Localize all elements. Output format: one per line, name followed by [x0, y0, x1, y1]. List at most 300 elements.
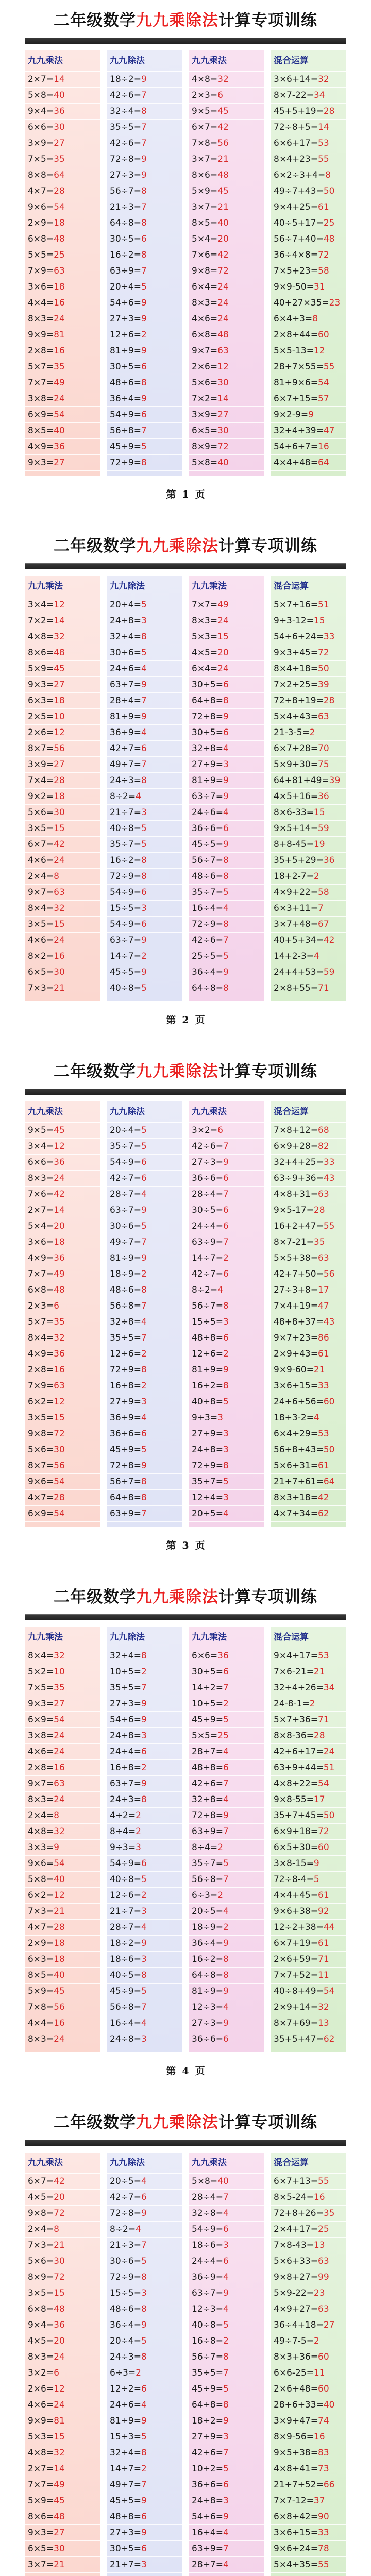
question-text: 81÷9=	[110, 711, 141, 722]
question-text: 63÷9=	[110, 1509, 141, 1519]
title-suffix: 计算专项训练	[218, 2113, 317, 2132]
question-text: 8×8-36=	[274, 1731, 314, 1741]
question-text: 56÷7=	[192, 2352, 223, 2362]
question-text: 6×4÷3=	[274, 314, 313, 324]
exercise-grid	[25, 576, 346, 1001]
answer-text: 60	[318, 2352, 329, 2362]
question-text: 6×9+18=	[274, 1826, 318, 1837]
answer-text: 24	[54, 314, 65, 324]
exercise-item	[25, 1362, 100, 1378]
question-text: 64÷8=	[192, 696, 223, 706]
exercise-item	[25, 2222, 100, 2238]
question-text: 20÷5=	[192, 1509, 223, 1519]
answer-text: 18	[54, 791, 65, 802]
answer-text: 24	[54, 1173, 65, 1183]
answer-text: 15	[54, 823, 65, 834]
answer-text: 7	[141, 122, 147, 132]
answer-text: 30	[54, 2544, 65, 2554]
exercise-item	[25, 2031, 100, 2047]
answer-text: 9	[141, 680, 147, 690]
column-header: 九九乘法	[189, 1101, 264, 1123]
exercise-item	[25, 1872, 100, 1888]
exercise-item	[25, 407, 100, 423]
question-text: 6×7+13=	[274, 2176, 318, 2187]
exercise-item	[25, 88, 100, 104]
question-text: 28÷7=	[192, 1747, 223, 1757]
exercise-item	[271, 439, 346, 455]
answer-text: 14	[54, 2464, 65, 2474]
exercise-item	[25, 1410, 100, 1426]
question-text: 20÷4=	[110, 1125, 141, 1136]
exercise-column	[25, 1101, 100, 1527]
question-text: 21÷7=	[110, 1906, 141, 1917]
exercise-item	[189, 2493, 264, 2509]
question-text: 16÷2=	[110, 250, 141, 260]
question-text: 72÷8+5=	[274, 122, 318, 132]
answer-text: 2	[223, 1349, 229, 1359]
exercise-item	[271, 1330, 346, 1346]
exercise-item	[189, 263, 264, 279]
exercise-item	[25, 1346, 100, 1362]
answer-text: 54	[318, 378, 329, 388]
answer-text: 6	[141, 234, 147, 244]
question-text: 3×5=	[28, 1413, 54, 1423]
question-text: 2×9+43=	[274, 1349, 318, 1359]
question-text: 2×4=	[28, 1810, 54, 1821]
answer-text: 63	[54, 266, 65, 276]
exercise-item	[25, 2349, 100, 2365]
answer-text: 48	[54, 648, 65, 658]
answer-text: 4	[223, 2304, 229, 2314]
column-header: 混合运算	[271, 1101, 346, 1123]
exercise-item	[271, 1490, 346, 1506]
question-text: 3×6+14=	[274, 74, 318, 84]
question-text: 40÷8=	[110, 823, 141, 834]
exercise-item	[189, 1394, 264, 1410]
exercise-item	[107, 391, 182, 407]
answer-text: 8	[141, 2272, 147, 2282]
exercise-item	[25, 2285, 100, 2301]
exercise-item	[271, 1442, 346, 1458]
answer-text: 16	[313, 2432, 325, 2442]
answer-text: 21	[313, 1667, 325, 1677]
exercise-item	[107, 1968, 182, 1984]
answer-text: 5	[141, 1125, 147, 1136]
answer-text: 7	[141, 1237, 147, 1247]
answer-text: 4	[223, 2560, 229, 2570]
question-text: 56÷8=	[110, 1301, 141, 1311]
exercise-item	[189, 677, 264, 693]
question-text: 40÷8+49=	[274, 1986, 324, 1996]
answer-text: 2	[223, 2336, 229, 2346]
exercise-item	[189, 1999, 264, 2015]
question-text: 49÷7=	[110, 2480, 141, 2490]
question-text: 81÷9=	[192, 1365, 223, 1375]
question-text: 48+8+37=	[274, 1317, 324, 1327]
exercise-item	[25, 199, 100, 215]
answer-text: 9	[141, 1715, 147, 1725]
page-title	[25, 530, 346, 558]
answer-text: 71	[318, 1954, 329, 1964]
answer-text: 64	[323, 1477, 335, 1487]
answer-text: 36	[54, 1253, 65, 1263]
exercise-item	[25, 1792, 100, 1808]
answer-text: 2	[141, 330, 147, 340]
answer-text: 72	[217, 266, 229, 276]
question-text: 45÷9=	[192, 1715, 223, 1725]
question-text: 2×8=	[28, 1762, 54, 1773]
question-text: 6×2=	[28, 1890, 54, 1901]
exercise-item	[107, 1123, 182, 1139]
question-text: 8×3=	[28, 2352, 54, 2362]
answer-text: 8	[141, 1365, 147, 1375]
exercise-item	[271, 885, 346, 901]
answer-text: 7	[141, 266, 147, 276]
exercise-item	[189, 597, 264, 613]
exercise-item	[189, 439, 264, 455]
answer-text: 40	[54, 426, 65, 436]
answer-text: 27	[54, 1699, 65, 1709]
exercise-item	[189, 805, 264, 821]
question-text: 15÷5=	[192, 1317, 223, 1327]
exercise-column	[107, 1627, 182, 2052]
title-highlight: 九九乘除法	[136, 536, 218, 555]
answer-text: 6	[223, 1269, 229, 1279]
exercise-item	[271, 980, 346, 996]
answer-text: 6	[223, 823, 229, 834]
question-text: 21÷3=	[110, 2240, 141, 2250]
exercise-item	[189, 2190, 264, 2206]
exercise-item	[25, 2557, 100, 2573]
exercise-item	[25, 1266, 100, 1282]
column-header: 九九乘法	[25, 1627, 100, 1648]
answer-text: 5	[223, 1715, 229, 1725]
question-text: 8÷2=	[110, 2224, 136, 2234]
exercise-item	[25, 933, 100, 948]
answer-text: 40	[217, 218, 229, 228]
exercise-item	[271, 709, 346, 725]
exercise-item	[271, 1680, 346, 1696]
exercise-item	[189, 295, 264, 311]
question-text: 24÷3=	[110, 1794, 141, 1805]
exercise-item	[107, 741, 182, 757]
answer-text: 42	[54, 839, 65, 850]
exercise-item	[25, 311, 100, 327]
exercise-item	[271, 215, 346, 231]
answer-text: 23	[329, 298, 341, 308]
question-text: 4×5=	[28, 2192, 54, 2202]
question-text: 5×5=	[28, 250, 54, 260]
answer-text: 5	[223, 887, 229, 897]
question-text: 7×8+12=	[274, 1125, 318, 1136]
answer-text: 42	[318, 1493, 329, 1503]
page-label-before: 第	[166, 489, 176, 500]
answer-text: 16	[54, 298, 65, 308]
exercise-grid	[25, 1627, 346, 2052]
exercise-item	[271, 1474, 346, 1490]
exercise-item	[271, 2541, 346, 2557]
answer-text: 24	[54, 2400, 65, 2410]
answer-text: 3	[223, 1317, 229, 1327]
question-text: 5×7+36=	[274, 1715, 318, 1725]
answer-text: 9	[141, 314, 147, 324]
answer-text: 8	[141, 106, 147, 116]
question-text: 8×6-33=	[274, 807, 314, 818]
answer-text: 8	[141, 632, 147, 642]
answer-text: 8	[223, 2400, 229, 2410]
answer-text: 6	[141, 362, 147, 372]
question-text: 2×6=	[28, 2384, 54, 2394]
answer-text: 27	[54, 680, 65, 690]
question-text: 5×8=	[192, 457, 218, 468]
answer-text: 7	[141, 426, 147, 436]
answer-text: 3	[141, 616, 147, 626]
answer-text: 4	[141, 1189, 147, 1199]
question-text: 3×8=	[28, 394, 54, 404]
answer-text: 8	[312, 314, 318, 324]
exercise-item	[107, 1410, 182, 1426]
question-text: 16÷2=	[192, 1954, 223, 1964]
question-text: 81÷9=	[192, 1986, 223, 1996]
page-number-value: 2	[182, 1014, 189, 1026]
exercise-item	[25, 885, 100, 901]
answer-text: 24	[54, 2034, 65, 2044]
answer-text: 40	[217, 457, 229, 468]
title-underline-bar	[25, 38, 346, 44]
answer-text: 36	[54, 442, 65, 452]
answer-text: 8	[54, 871, 59, 882]
question-text: 2×9=	[28, 218, 54, 228]
question-text: 8×5=	[28, 1970, 54, 1980]
answer-text: 8	[223, 1954, 229, 1964]
exercise-item	[25, 391, 100, 407]
exercise-item	[107, 1984, 182, 1999]
question-text: 48÷6=	[110, 378, 141, 388]
question-text: 32÷8=	[110, 1317, 141, 1327]
answer-text: 71	[318, 1715, 329, 1725]
question-text: 18÷2=	[110, 1938, 141, 1948]
question-text: 8×3=	[28, 1794, 54, 1805]
exercise-item	[189, 1728, 264, 1744]
exercise-item	[107, 661, 182, 677]
answer-text: 7	[223, 2192, 229, 2202]
exercise-item	[271, 2238, 346, 2253]
question-text: 42+7+50=	[274, 1269, 324, 1279]
exercise-item	[25, 1250, 100, 1266]
question-text: 40÷8=	[192, 1397, 223, 1407]
question-text: 7×8=	[28, 2002, 54, 2012]
exercise-item	[107, 1458, 182, 1474]
exercise-item	[107, 2493, 182, 2509]
answer-text: 5	[141, 648, 147, 658]
answer-text: 54	[54, 202, 65, 212]
question-text: 28÷7=	[110, 1189, 141, 1199]
question-text: 12÷6=	[110, 1890, 141, 1901]
exercise-item	[271, 1218, 346, 1234]
exercise-item	[25, 709, 100, 725]
question-text: 8×6=	[28, 648, 54, 658]
exercise-item	[107, 439, 182, 455]
exercise-item	[189, 1250, 264, 1266]
question-text: 2×3=	[192, 90, 218, 100]
exercise-item	[189, 1920, 264, 1936]
exercise-item	[25, 327, 100, 343]
answer-text: 30	[54, 2256, 65, 2266]
question-text: 4×5=	[192, 648, 218, 658]
exercise-item	[107, 199, 182, 215]
title-prefix: 二年级数学	[54, 1587, 136, 1606]
exercise-item	[271, 2190, 346, 2206]
exercise-item	[25, 613, 100, 629]
question-text: 9×9-50=	[274, 282, 314, 292]
exercise-item	[107, 1824, 182, 1840]
question-text: 14+2-3=	[274, 951, 314, 961]
answer-text: 9	[141, 74, 147, 84]
answer-text: 24	[54, 1731, 65, 1741]
exercise-item	[271, 629, 346, 645]
question-text: 32+4+39=	[274, 426, 324, 436]
question-text: 48÷6=	[192, 871, 223, 882]
question-text: 8×2=	[28, 951, 54, 961]
exercise-item	[25, 2525, 100, 2541]
answer-text: 35	[323, 2208, 335, 2218]
exercise-item	[25, 1458, 100, 1474]
exercise-item	[271, 2557, 346, 2573]
answer-text: 24	[323, 1747, 335, 1757]
question-text: 3×3=	[28, 1842, 54, 1853]
answer-text: 24	[217, 314, 229, 324]
answer-text: 3	[223, 2496, 229, 2506]
exercise-item	[189, 279, 264, 295]
exercise-item	[25, 2333, 100, 2349]
exercise-item	[189, 359, 264, 375]
question-text: 6×8+42=	[274, 2512, 318, 2522]
answer-text: 44	[323, 1922, 335, 1933]
answer-text: 21	[54, 1906, 65, 1917]
column-header: 九九乘法	[25, 1101, 100, 1123]
answer-text: 14	[54, 616, 65, 626]
worksheet-page	[0, 1577, 371, 2097]
exercise-item	[271, 1952, 346, 1968]
exercise-item	[189, 1442, 264, 1458]
question-text: 9×8=	[28, 2208, 54, 2218]
question-text: 27÷9=	[110, 1397, 141, 1407]
answer-text: 48	[54, 2512, 65, 2522]
question-text: 5×5-13=	[274, 346, 314, 356]
exercise-item	[25, 629, 100, 645]
answer-text: 5	[141, 1874, 147, 1885]
question-text: 48÷8=	[110, 2512, 141, 2522]
answer-text: 6	[223, 2034, 229, 2044]
answer-text: 2	[141, 1349, 147, 1359]
column-header: 九九乘法	[189, 576, 264, 597]
answer-text: 70	[318, 743, 329, 754]
exercise-item	[271, 2413, 346, 2429]
exercise-column	[189, 2153, 264, 2576]
answer-text: 12	[54, 2384, 65, 2394]
question-text: 36÷6=	[192, 2034, 223, 2044]
answer-text: 30	[54, 967, 65, 977]
answer-text: 3	[141, 2560, 147, 2570]
question-text: 54÷9=	[110, 410, 141, 420]
question-text: 7×3=	[28, 983, 54, 993]
title-underline-bar	[25, 1089, 346, 1095]
question-text: 12÷6=	[110, 1349, 141, 1359]
answer-text: 9	[141, 154, 147, 164]
exercise-item	[271, 1378, 346, 1394]
question-text: 7×5=	[28, 154, 54, 164]
answer-text: 35	[54, 362, 65, 372]
exercise-item	[25, 183, 100, 199]
question-text: 2×5=	[28, 711, 54, 722]
answer-text: 8	[223, 1301, 229, 1311]
answer-text: 2	[313, 2336, 319, 2346]
answer-text: 5	[141, 1141, 147, 1151]
question-text: 63÷9=	[110, 266, 141, 276]
question-text: 3×8-15=	[274, 1858, 314, 1869]
exercise-item	[189, 2413, 264, 2429]
exercise-item	[189, 1904, 264, 1920]
exercise-item	[189, 375, 264, 391]
answer-text: 6	[223, 1173, 229, 1183]
answer-text: 9	[141, 298, 147, 308]
answer-text: 28	[313, 1731, 325, 1741]
question-text: 48÷8=	[192, 1333, 223, 1343]
exercise-item	[107, 375, 182, 391]
question-text: 54÷6+7=	[274, 442, 318, 452]
answer-text: 25	[54, 250, 65, 260]
answer-text: 20	[217, 648, 229, 658]
question-text: 36÷4=	[192, 1938, 223, 1948]
answer-text: 8	[325, 170, 331, 180]
question-text: 42÷6=	[192, 1778, 223, 1789]
question-text: 72÷8=	[110, 2208, 141, 2218]
exercise-item	[25, 869, 100, 885]
page-number-value: 3	[182, 1540, 189, 1551]
answer-text: 33	[318, 2528, 329, 2538]
exercise-item	[189, 1984, 264, 1999]
question-text: 14÷7=	[110, 951, 141, 961]
answer-text: 72	[54, 2272, 65, 2282]
exercise-column	[271, 2153, 346, 2576]
exercise-item	[271, 1394, 346, 1410]
question-text: 40+5+34=	[274, 935, 324, 945]
answer-text: 6	[141, 1157, 147, 1167]
question-text: 36÷6=	[110, 1429, 141, 1439]
question-text: 5×9+30=	[274, 759, 318, 770]
answer-text: 24	[54, 1794, 65, 1805]
answer-text: 12	[54, 600, 65, 610]
exercise-item	[25, 1139, 100, 1155]
question-text: 72÷8=	[192, 1810, 223, 1821]
question-text: 35+5+47=	[274, 2034, 324, 2044]
question-text: 8×9=	[192, 442, 218, 452]
exercise-item	[271, 1808, 346, 1824]
answer-text: 6	[223, 1667, 229, 1677]
question-text: 8×5-24=	[274, 2192, 314, 2202]
exercise-item	[107, 1936, 182, 1952]
answer-text: 61	[318, 1890, 329, 1901]
question-text: 72÷9=	[110, 871, 141, 882]
answer-text: 12	[54, 1397, 65, 1407]
exercise-item	[271, 789, 346, 805]
exercise-item	[271, 1712, 346, 1728]
exercise-item	[25, 1378, 100, 1394]
question-text: 8×3=	[28, 2034, 54, 2044]
question-text: 56÷7+40=	[274, 234, 324, 244]
answer-text: 3	[141, 1906, 147, 1917]
answer-text: 8	[141, 186, 147, 196]
